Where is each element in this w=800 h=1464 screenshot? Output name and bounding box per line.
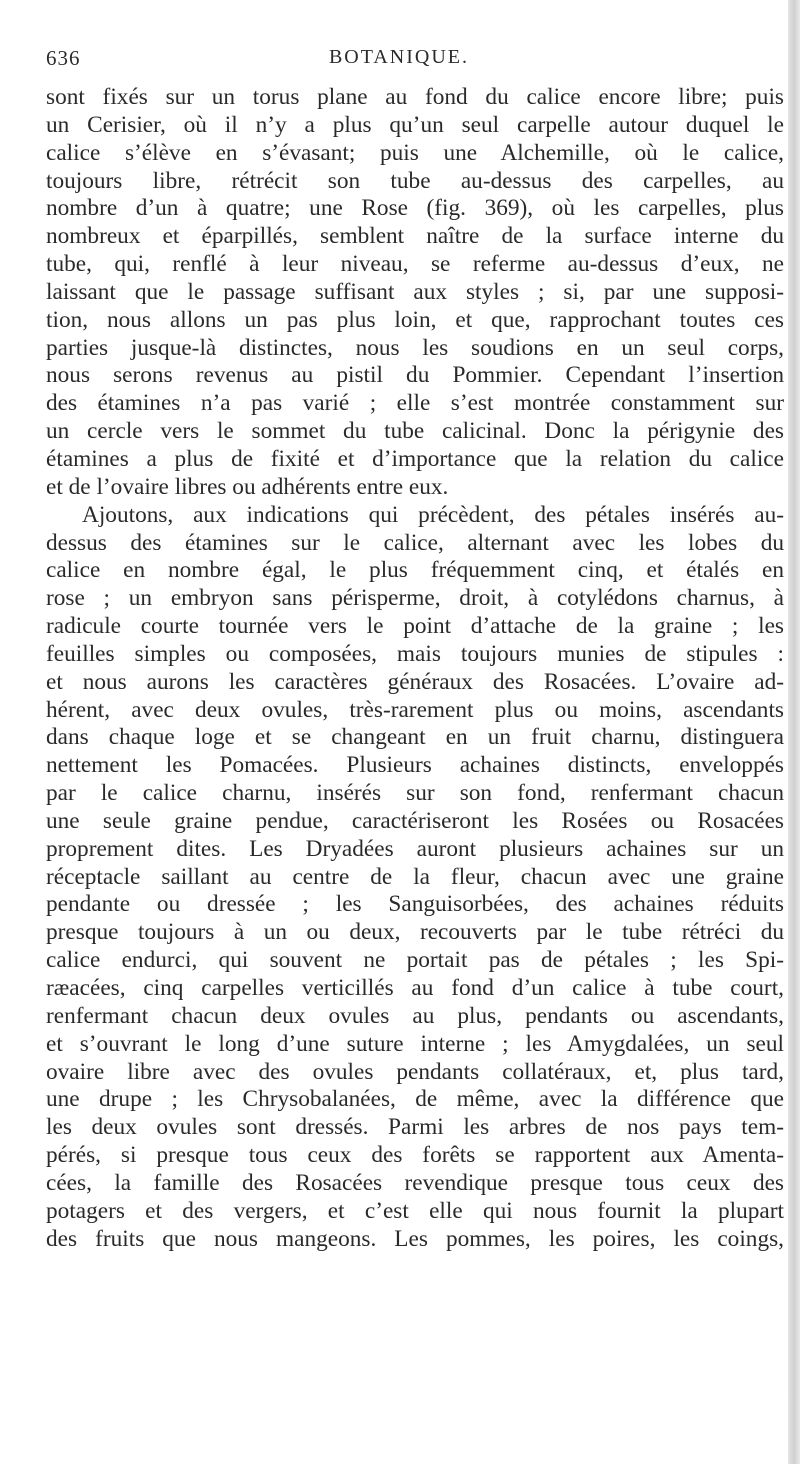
text-line: nombre d’un à quatre; une Rose (fig. 369), où les carpelles, plus [46, 195, 784, 222]
text-line-cut [46, 1226, 784, 1254]
text-line: les deux ovules sont dressés. Parmi les arbres de nos pays tem- [46, 1114, 784, 1141]
text-line: un Cerisier, où il n’y a plus qu’un seul carpelle autour duquel le [46, 111, 784, 138]
text-line: ovaire libre avec des ovules pendants collatéraux, et, plus tard, [46, 1058, 784, 1085]
page-edge-shadow [788, 0, 800, 1464]
text-line: tube, qui, renflé à leur niveau, se referme au-dessus d’eux, ne [46, 251, 784, 278]
page-header [46, 46, 752, 86]
text-line: ræacées, cinq carpelles verticillés au fond d’un calice à tube court, [46, 975, 784, 1001]
text-line: et de l’ovaire libres ou adhérents entre eux. [46, 473, 449, 500]
text-line: rose ; un embryon sans périsperme, droit, à cotylédons charnus, à [46, 585, 784, 612]
text-line: tion, nous allons un pas plus loin, et que, rapprochant toutes ces [46, 306, 784, 333]
text-line: nombreux et éparpillés, semblent naître de la surface interne du [46, 223, 784, 250]
text-line: calice s’élève en s’évasant; puis une Alchemille, où le calice, [46, 139, 784, 166]
body-text [46, 84, 784, 1253]
page-number: 636 [46, 46, 81, 70]
text-line: calice endurci, qui souvent ne portait pas de pétales ; les Spi- [46, 947, 784, 974]
text-line: nous serons revenus au pistil du Pommier. Cependant l’insertion [46, 362, 784, 389]
text-line: calice en nombre égal, le plus fréquemment cinq, et étalés en [46, 557, 784, 584]
text-line: presque toujours à un ou deux, recouverts par le tube rétréci du [46, 919, 784, 946]
text-line: sont fixés sur un torus plane au fond du calice encore libre; puis [46, 84, 784, 110]
text-line: une seule graine pendue, caractériseront les Rosées ou Rosacées [46, 807, 784, 834]
text-line: dans chaque loge et se changeant en un fruit charnu, distinguera [46, 724, 784, 751]
text-line: feuilles simples ou composées, mais toujours munies de stipules : [46, 640, 784, 667]
text-line: toujours libre, rétrécit son tube au-dessus des carpelles, au [46, 167, 784, 194]
text-line: nettement les Pomacées. Plusieurs achaines distincts, enveloppés [46, 752, 784, 779]
text-line: proprement dites. Les Dryadées auront plusieurs achaines sur un [46, 835, 784, 862]
text-line: un cercle vers le sommet du tube calicinal. Donc la périgynie des [46, 418, 784, 445]
running-title: BOTANIQUE. [328, 46, 470, 68]
text-line: dessus des étamines sur le calice, alternant avec les lobes du [46, 529, 784, 556]
text-line: radicule courte tournée vers le point d’attache de la graine ; les [46, 613, 784, 640]
text-line: étamines a plus de fixité et d’importance que la relation du calice [46, 445, 784, 472]
text-line: renfermant chacun deux ovules au plus, pendants ou ascendants, [46, 1002, 784, 1029]
text-line: potagers et des vergers, et c’est elle qui nous fournit la plupart [46, 1197, 784, 1224]
text-line: des étamines n’a pas varié ; elle s’est montrée constamment sur [46, 390, 784, 417]
text-line: pérés, si presque tous ceux des forêts se rapportent aux Amenta- [46, 1142, 784, 1169]
text-line: hérent, avec deux ovules, très-rarement plus ou moins, ascendants [46, 696, 784, 723]
text-line: laissant que le passage suffisant aux styles ; si, par une supposi- [46, 278, 784, 305]
text-line: une drupe ; les Chrysobalanées, de même, avec la différence que [46, 1086, 784, 1113]
text-line: Ajoutons, aux indications qui précèdent, des pétales insérés au- [82, 501, 784, 528]
text-line: par le calice charnu, insérés sur son fond, renfermant chacun [46, 780, 784, 807]
text-line: et s’ouvrant le long d’une suture interne ; les Amygdalées, un seul [46, 1030, 784, 1057]
text-line: cées, la famille des Rosacées revendique presque tous ceux des [46, 1169, 784, 1196]
text-line: pendante ou dressée ; les Sanguisorbées, des achaines réduits [46, 891, 784, 918]
text-line: parties jusque-là distinctes, nous les soudions en un seul corps, [46, 334, 784, 361]
text-line: réceptacle saillant au centre de la fleur, chacun avec une graine [46, 863, 784, 890]
text-line: des fruits que nous mangeons. Les pommes, les poires, les coings, [46, 1225, 784, 1252]
text-line: et nous aurons les caractères généraux des Rosacées. L’ovaire ad- [46, 668, 784, 695]
